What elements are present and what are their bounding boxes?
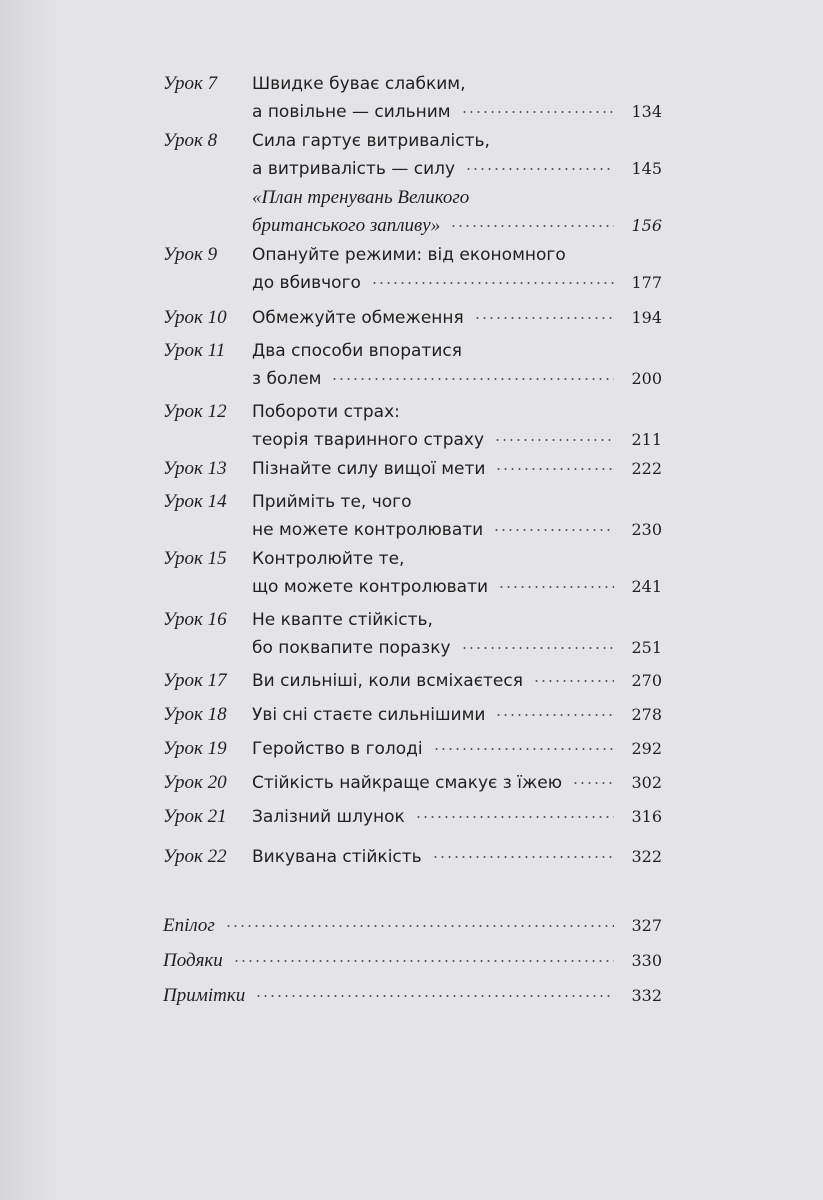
lesson-title-text: Обмежуйте обмеження [252,308,464,328]
lesson-title-last-line [252,843,662,871]
lesson-title-text: а витривалість — силу [252,159,456,179]
back-matter-title: Подяки [163,950,223,971]
dot-leader [474,317,614,319]
dot-leader [432,856,614,858]
lesson-title-text: Викувана стійкість [252,847,422,867]
page-number: 330 [631,951,662,970]
lesson-title-text: з болем [252,369,322,389]
lesson-title-last-line [252,573,662,601]
dot-leader [331,378,614,380]
lesson-title-last-line [252,304,662,332]
lesson-title [252,337,662,393]
lesson-title [252,545,662,601]
lesson-label: Урок 15 [163,548,227,569]
lesson-title-last-line [252,701,662,729]
lesson-title-line: Прийміть те, чого [252,492,412,512]
dot-leader [415,816,614,818]
lesson-title-last-line [252,212,662,240]
lesson-title [252,735,662,763]
dot-leader [461,111,614,113]
lesson-title-line: Сила гартує витривалість, [252,131,490,151]
lesson-label: Урок 10 [163,307,227,328]
lesson-label: Урок 13 [163,458,227,479]
page-number: 332 [631,986,662,1005]
page-number: 134 [631,102,662,121]
lesson-title-text: Уві сні стаєте сильнішими [252,705,486,725]
page-number: 322 [631,847,662,866]
dot-leader [495,468,614,470]
lesson-title [252,241,662,297]
lesson-title-last-line [252,426,662,454]
page-number: 200 [631,369,662,388]
lesson-title-line: Опануйте режими: від економного [252,245,566,265]
lesson-title-text: а повільне — сильним [252,102,451,122]
lesson-title [252,667,662,695]
lesson-title [252,701,662,729]
lesson-title-text: британського запливу» [252,215,441,236]
dot-leader [495,714,614,716]
lesson-title [252,127,662,183]
page-number: 145 [631,159,662,178]
page-number: 327 [631,916,662,935]
lesson-label: Урок 7 [163,73,218,94]
lesson-title-last-line [252,769,662,797]
lesson-title-line: Два способи впоратися [252,341,462,361]
lesson-label: Урок 8 [163,130,218,151]
page-number: 278 [631,705,662,724]
back-matter-title: Примітки [163,985,246,1006]
lesson-title-text: Залізний шлунок [252,807,405,827]
page-number: 316 [631,807,662,826]
page-number: 292 [631,739,662,758]
lesson-title-text: до вбивчого [252,273,361,293]
lesson-title-line: Не квапте стійкість, [252,610,433,630]
lesson-title-line: Швидке буває слабким, [252,74,466,94]
dot-leader [461,647,614,649]
dot-leader [533,680,614,682]
lesson-title-text: що можете контролювати [252,577,489,597]
page-number: 251 [631,638,662,657]
lesson-title-text: Ви сильніші, коли всміхаєтеся [252,671,523,691]
lesson-label: Урок 9 [163,244,218,265]
lesson-title-last-line [252,803,662,831]
lesson-label: Урок 17 [163,670,227,691]
dot-leader [498,586,614,588]
lesson-label: Урок 19 [163,738,227,759]
dot-leader [371,282,614,284]
dot-leader [465,168,614,170]
lesson-title-line: Побороти страх: [252,402,400,422]
back-matter-entry[interactable] [163,982,662,1010]
dot-leader [225,925,614,927]
lesson-label: Урок 18 [163,704,227,725]
lesson-title-last-line [252,735,662,763]
page-number: 177 [631,273,662,292]
lesson-label: Урок 22 [163,846,227,867]
lesson-title [252,843,662,871]
lesson-title [252,488,662,544]
dot-leader [433,748,614,750]
lesson-title-last-line [252,516,662,544]
dot-leader [494,439,614,441]
lesson-title-text: теорія тваринного страху [252,430,485,450]
lesson-title-text: бо поквапите поразку [252,638,451,658]
lesson-title-last-line [252,155,662,183]
lesson-title-text: Стійкість найкраще смакує з їжею [252,773,563,793]
lesson-title [252,455,662,483]
lesson-title [252,606,662,662]
page-number: 194 [631,308,662,327]
lesson-label: Урок 11 [163,340,226,361]
lesson-title [252,803,662,831]
page-number: 270 [631,671,662,690]
page-number: 241 [631,577,662,596]
lesson-title-text: Пізнайте силу вищої мети [252,459,486,479]
page-number: 211 [631,430,662,449]
back-matter-entry[interactable] [163,947,662,975]
lesson-title-line: Контролюйте те, [252,549,405,569]
lesson-title-last-line [252,634,662,662]
dot-leader [255,995,614,997]
lesson-title-text: Геройство в голоді [252,739,423,759]
page-number: 222 [631,459,662,478]
lesson-title-text: не можете контролювати [252,520,484,540]
page-number: 156 [631,216,662,235]
lesson-title-line: «План тренувань Великого [252,187,470,208]
dot-leader [233,960,614,962]
dot-leader [572,782,614,784]
lesson-label: Урок 20 [163,772,227,793]
lesson-title-last-line [252,667,662,695]
page-number: 302 [631,773,662,792]
back-matter-entry[interactable] [163,912,662,940]
lesson-title-last-line [252,98,662,126]
lesson-title [252,70,662,126]
lesson-title [252,184,662,240]
back-matter-title: Епілог [163,915,215,936]
book-spine-shadow [0,0,60,1200]
lesson-label: Урок 14 [163,491,227,512]
lesson-label: Урок 21 [163,806,227,827]
page-number: 230 [631,520,662,539]
lesson-label: Урок 12 [163,401,227,422]
dot-leader [493,529,614,531]
lesson-title-last-line [252,365,662,393]
lesson-title-last-line [252,455,662,483]
lesson-title-last-line [252,269,662,297]
lesson-title [252,398,662,454]
lesson-title [252,304,662,332]
lesson-title [252,769,662,797]
dot-leader [450,225,614,227]
lesson-label: Урок 16 [163,609,227,630]
